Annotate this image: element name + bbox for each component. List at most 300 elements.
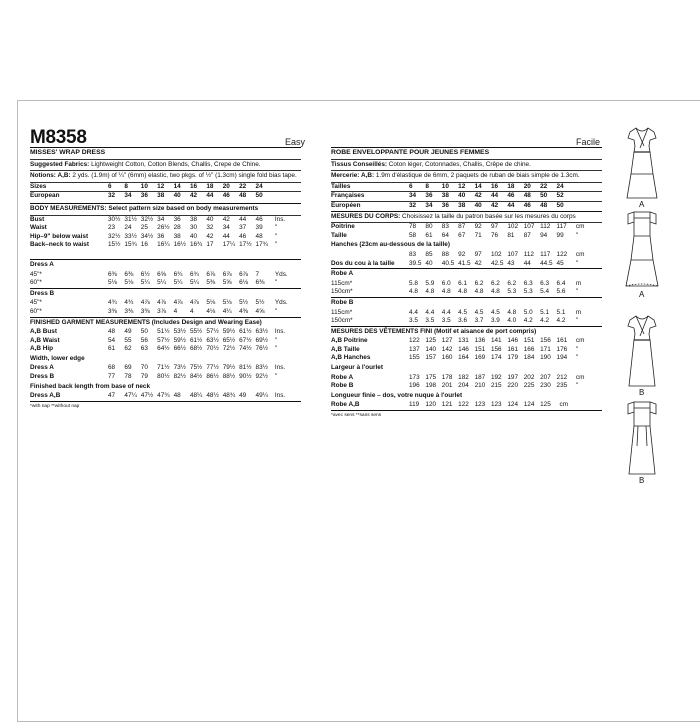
size-value: 52 xyxy=(556,192,564,200)
cell-value: 90½ xyxy=(239,373,252,381)
cell-value: 83½ xyxy=(255,364,268,372)
cell-value: 68 xyxy=(108,364,116,372)
cell-value: 4¼ xyxy=(222,307,232,315)
footnote-fr: *avec sens **sans sens xyxy=(331,413,382,419)
body-measurements-title-en: BODY MEASUREMENTS: Select pattern size based on body measurements xyxy=(30,204,259,212)
size-value: 24 xyxy=(255,182,263,190)
cell-value: 38 xyxy=(189,215,198,223)
cell-value: 125 xyxy=(425,337,437,345)
cell-value: 4.5 xyxy=(474,308,484,316)
unit-label: cm xyxy=(575,373,585,381)
cell-value: 17¼ xyxy=(222,241,236,249)
cell-value: 184 xyxy=(523,354,535,362)
cell-value: 79 xyxy=(140,373,148,381)
cell-value: 5.3 xyxy=(523,288,533,296)
cell-value: 187 xyxy=(474,373,486,381)
cell-value: 50 xyxy=(140,328,148,336)
size-value: 46 xyxy=(222,192,230,200)
cell-value: 6⅜ xyxy=(124,270,134,278)
cell-value: 202 xyxy=(523,373,535,381)
size-value: 18 xyxy=(206,182,214,190)
cell-value: 210 xyxy=(474,382,486,390)
cell-value: 4.4 xyxy=(425,308,435,316)
robe-b-yardage-fr xyxy=(331,309,602,326)
size-value: 38 xyxy=(441,192,449,200)
table-row xyxy=(30,299,301,308)
row-label: Robe A,B xyxy=(331,401,360,409)
size-value: 6 xyxy=(108,182,112,190)
body-measurements-table-en xyxy=(30,216,301,250)
cell-value: 119 xyxy=(409,401,420,409)
cell-value: 6⅜ xyxy=(108,270,117,278)
cell-value: 151 xyxy=(474,345,486,353)
row-label: Dress B xyxy=(30,373,55,381)
cell-value: 4.4 xyxy=(409,308,418,316)
size-value: 50 xyxy=(255,192,263,200)
cell-value: 175 xyxy=(425,373,437,381)
cell-value: 59½ xyxy=(222,328,236,336)
unit-label: Ins. xyxy=(274,364,286,372)
table-row xyxy=(30,271,301,280)
cell-value: 26½ xyxy=(157,224,170,232)
table-row xyxy=(331,346,602,355)
row-label: Hip–9" below waist xyxy=(30,232,89,240)
table-row xyxy=(331,260,602,269)
cell-value: 166 xyxy=(523,345,535,353)
cell-value: 6⅜ xyxy=(255,279,265,287)
cell-value: 3⅞ xyxy=(157,307,167,315)
cell-value: 4⅝ xyxy=(255,307,265,315)
cell-value: 67 xyxy=(458,231,466,239)
unit-label: cm xyxy=(575,250,585,258)
cell-value: 47¼ xyxy=(124,392,137,400)
unit-label: " xyxy=(575,231,579,239)
cell-value: 5.0 xyxy=(523,308,533,316)
dress-a-yardage-en xyxy=(30,271,301,288)
figure-label-a-1: A xyxy=(639,200,645,209)
unit-label: " xyxy=(274,279,278,287)
cell-value: 140 xyxy=(425,345,437,353)
cell-value: 5½ xyxy=(239,299,249,307)
cell-value: 57½ xyxy=(206,328,219,336)
table-row xyxy=(331,223,602,232)
unit-label: " xyxy=(575,288,579,296)
cell-value: 83 xyxy=(409,250,417,258)
cell-value: 5⅛ xyxy=(222,299,232,307)
size-value: 24 xyxy=(556,182,564,190)
cell-value: 182 xyxy=(458,373,469,381)
cell-value: 48¼ xyxy=(189,392,203,400)
size-value: 48 xyxy=(540,201,548,209)
unit-label: m xyxy=(575,279,582,287)
table-row xyxy=(331,382,602,391)
cell-value: 169 xyxy=(474,354,486,362)
cell-value: 76 xyxy=(490,231,499,239)
cell-value: 4.4 xyxy=(441,308,451,316)
cell-value: 122 xyxy=(458,401,469,409)
cell-value: 6.2 xyxy=(474,279,484,287)
cell-value: 3.7 xyxy=(474,317,484,325)
cell-value: 4.8 xyxy=(490,288,500,296)
cell-value: 49¼ xyxy=(255,392,268,400)
cell-value: 112 xyxy=(523,250,534,258)
cell-value: 49 xyxy=(124,328,132,336)
row-label: 45"* xyxy=(30,299,42,307)
size-value: 8 xyxy=(425,182,429,190)
cell-value: 3.5 xyxy=(409,317,418,325)
cell-value: 3.9 xyxy=(490,317,500,325)
size-value: 14 xyxy=(173,182,181,190)
row-label: Poitrine xyxy=(331,223,355,231)
size-value: 34 xyxy=(124,192,132,200)
cell-value: 44 xyxy=(239,215,247,223)
size-value: 48 xyxy=(523,192,531,200)
cell-value: 197 xyxy=(507,373,519,381)
table-row xyxy=(331,401,602,410)
cell-value: 57½ xyxy=(157,336,170,344)
cell-value: 58 xyxy=(409,231,417,239)
size-value: 50 xyxy=(540,192,548,200)
table-row xyxy=(30,308,301,317)
dress-a-sketch-2 xyxy=(620,208,664,290)
cell-value: 6.2 xyxy=(507,279,517,287)
finished-measurements-title-fr: MESURES DES VÊTEMENTS FINI (Motif et aisance de port compris) xyxy=(331,327,537,335)
cell-value: 5¼ xyxy=(189,279,199,287)
cell-value: 4.5 xyxy=(490,308,500,316)
cell-value: 80 xyxy=(425,223,433,231)
cell-value: 196 xyxy=(409,382,420,390)
cell-value: 77 xyxy=(108,373,116,381)
cell-value: 97 xyxy=(474,250,482,258)
cell-value: 56 xyxy=(140,336,148,344)
cell-value: 178 xyxy=(441,373,453,381)
cell-value: 4.8 xyxy=(458,288,468,296)
table-row xyxy=(331,354,602,363)
row-label: Waist xyxy=(30,224,47,232)
finished-measurements-title-en: FINISHED GARMENT MEASUREMENTS (Includes Design and Wearing Ease) xyxy=(30,318,262,326)
cell-value: 190 xyxy=(540,354,551,362)
size-value: 16 xyxy=(490,182,499,190)
size-value: 20 xyxy=(222,182,230,190)
cell-value: 124 xyxy=(507,401,519,409)
figure-label-b-2: B xyxy=(639,476,645,485)
size-value: 32 xyxy=(108,192,116,200)
cell-value: 6.4 xyxy=(556,279,566,287)
size-value: 44 xyxy=(490,192,499,200)
cell-value: 6⅞ xyxy=(239,270,249,278)
cell-value: 63½ xyxy=(255,328,268,336)
cell-value: 87 xyxy=(458,223,466,231)
cell-value: 4⅞ xyxy=(140,299,150,307)
cell-value: 48 xyxy=(173,392,181,400)
unit-label: Ins. xyxy=(274,392,286,400)
cell-value: 125 xyxy=(540,401,551,409)
unit-label: " xyxy=(575,345,579,353)
cell-value: 6⅛ xyxy=(239,279,249,287)
cell-value: 73½ xyxy=(173,364,187,372)
figure-label-b-1: B xyxy=(639,388,645,397)
cell-value: 43 xyxy=(507,259,515,267)
cell-value: 137 xyxy=(409,345,420,353)
cell-value: 117 xyxy=(556,223,567,231)
cell-value: 70½ xyxy=(206,345,219,353)
cell-value: 5⅛ xyxy=(108,279,117,287)
cell-value: 230 xyxy=(540,382,551,390)
cell-value: 5⅝ xyxy=(222,279,232,287)
cell-value: 67½ xyxy=(239,336,252,344)
cell-value: 48 xyxy=(108,328,116,336)
size-value: 44 xyxy=(206,192,214,200)
size-value: 10 xyxy=(140,182,148,190)
body-measurements-title-fr: MESURES DU CORPS: Choisissez la taille du patron basée sur les mesures du corps xyxy=(331,212,576,220)
table-row xyxy=(331,309,602,318)
cell-value: 30 xyxy=(189,224,198,232)
cell-value: 48½ xyxy=(206,392,219,400)
cell-value: 5¼ xyxy=(173,279,183,287)
unit-label: " xyxy=(575,354,579,362)
size-value: 22 xyxy=(239,182,247,190)
cell-value: 157 xyxy=(425,354,437,362)
european-row-en: European 32 34 36 38 40 42 44 46 48 50 xyxy=(30,192,301,201)
unit-label: Ins. xyxy=(274,215,286,223)
cell-value: 77½ xyxy=(206,364,219,372)
size-value: 42 xyxy=(490,201,499,209)
cell-value: 70 xyxy=(140,364,148,372)
table-row xyxy=(331,251,602,260)
cell-value: 75½ xyxy=(189,364,203,372)
cell-value: 17¾ xyxy=(255,241,268,249)
cell-value: 45 xyxy=(556,259,564,267)
hanches-table-fr xyxy=(331,251,602,268)
table-row xyxy=(331,280,602,289)
cell-value: 47¾ xyxy=(157,392,170,400)
dress-a-label-en: Dress A xyxy=(30,260,54,268)
cell-value: 32½ xyxy=(108,232,121,240)
row-label: Dos du cou à la taille xyxy=(331,259,395,267)
cell-value: 4.2 xyxy=(523,317,533,325)
cell-value: 192 xyxy=(490,373,502,381)
cell-value: 6½ xyxy=(140,270,150,278)
table-row xyxy=(30,216,301,225)
cell-value: 40 xyxy=(425,259,433,267)
size-value: 34 xyxy=(409,192,417,200)
cell-value: 34 xyxy=(157,215,165,223)
cell-value: 46 xyxy=(239,232,247,240)
cell-value: 28 xyxy=(173,224,181,232)
fabrics-fr: Tissus Conseillés: Coton léger, Cotonnades, Challis, Crêpe de chine. xyxy=(331,160,531,168)
cell-value: 4⅜ xyxy=(239,307,249,315)
row-label: Bust xyxy=(30,215,45,223)
robe-a-yardage-fr xyxy=(331,280,602,297)
width-label-en: Width, lower edge xyxy=(30,354,85,362)
cell-value: 47 xyxy=(108,392,116,400)
cell-value: 142 xyxy=(441,345,453,353)
robe-b-label-fr: Robe B xyxy=(331,298,354,306)
cell-value: 3⅜ xyxy=(108,307,117,315)
cell-value: 16 xyxy=(140,241,148,249)
cell-value: 81 xyxy=(507,231,515,239)
cell-value: 59½ xyxy=(173,336,187,344)
cell-value: 38 xyxy=(173,232,181,240)
french-column xyxy=(331,147,602,421)
sizes-row-en: Sizes 6 8 10 12 14 16 18 20 22 24 xyxy=(30,183,301,192)
size-value: 12 xyxy=(157,182,165,190)
english-column xyxy=(30,147,301,411)
cell-value: 64 xyxy=(441,231,449,239)
cell-value: 71½ xyxy=(157,364,170,372)
cell-value: 124 xyxy=(523,401,535,409)
cell-value: 3.6 xyxy=(458,317,468,325)
largeur-table-fr xyxy=(331,374,602,391)
table-row xyxy=(30,337,301,346)
unit-label: " xyxy=(575,259,579,267)
dress-b-sketch-1 xyxy=(620,310,664,390)
cell-value: 74½ xyxy=(239,345,252,353)
cell-value: 37 xyxy=(239,224,247,232)
section-title-fr: ROBE ENVELOPPANTE POUR JEUNES FEMMES xyxy=(331,149,490,156)
table-row xyxy=(331,374,602,383)
unit-label: " xyxy=(274,345,278,353)
cell-value: 4.8 xyxy=(441,288,451,296)
cell-value: 5.8 xyxy=(409,279,418,287)
cell-value: 121 xyxy=(441,401,453,409)
sizes-row-fr: Tailles 6 8 10 12 14 16 18 20 22 24 xyxy=(331,183,602,192)
cell-value: 5⅜ xyxy=(206,279,216,287)
cell-value: 61½ xyxy=(189,336,203,344)
size-value: 6 xyxy=(409,182,413,190)
cell-value: 92 xyxy=(458,250,466,258)
unit-label: " xyxy=(575,317,579,325)
cell-value: 173 xyxy=(409,373,420,381)
cell-value: 204 xyxy=(458,382,469,390)
cell-value: 66½ xyxy=(173,345,187,353)
cell-value: 61 xyxy=(425,231,433,239)
cell-value: 16¾ xyxy=(189,241,203,249)
cell-value: 122 xyxy=(556,250,568,258)
cell-value: 6¾ xyxy=(173,270,183,278)
cell-value: 99 xyxy=(556,231,564,239)
cell-value: 122 xyxy=(409,337,420,345)
cell-value: 5¼ xyxy=(157,279,167,287)
row-label: Taille xyxy=(331,231,347,239)
table-row xyxy=(331,317,602,326)
cell-value: 6.1 xyxy=(458,279,468,287)
size-value: 46 xyxy=(507,192,515,200)
cell-value: 40.5 xyxy=(441,259,455,267)
cell-value: 55 xyxy=(124,336,132,344)
cell-value: 47½ xyxy=(140,392,154,400)
cell-value: 4¾ xyxy=(124,299,134,307)
cell-value: 6.3 xyxy=(540,279,550,287)
table-row xyxy=(30,224,301,233)
cell-value: 156 xyxy=(540,337,551,345)
notions-en: Notions: A,B: 2 yds. (1.9m) of ¼" (6mm) elastic, two pkgs. of ½" (1.3cm) single fold bias tape. xyxy=(30,172,297,180)
row-label: A,B Hanches xyxy=(331,354,371,362)
size-value: 18 xyxy=(507,182,515,190)
unit-label: Ins. xyxy=(274,328,286,336)
cell-value: 194 xyxy=(556,354,568,362)
cell-value: 6.2 xyxy=(490,279,500,287)
cell-value: 54 xyxy=(108,336,116,344)
cell-value: 174 xyxy=(490,354,502,362)
cell-value: 5½ xyxy=(255,299,265,307)
cell-value: 86½ xyxy=(206,373,219,381)
cell-value: 3⅜ xyxy=(124,307,134,315)
cell-value: 49 xyxy=(239,392,247,400)
cell-value: 4.0 xyxy=(507,317,517,325)
cell-value: 71 xyxy=(474,231,482,239)
cell-value: 39 xyxy=(255,224,263,232)
cell-value: 120 xyxy=(425,401,437,409)
cell-value: 4.8 xyxy=(425,288,435,296)
cell-value: 6¾ xyxy=(189,270,199,278)
unit-label: " xyxy=(274,336,278,344)
cell-value: 42.5 xyxy=(490,259,504,267)
cell-value: 4.8 xyxy=(474,288,484,296)
cell-value: 171 xyxy=(540,345,551,353)
cell-value: 156 xyxy=(490,345,502,353)
cell-value: 198 xyxy=(425,382,437,390)
cell-value: 97 xyxy=(490,223,499,231)
row-label: 60"* xyxy=(30,307,42,315)
row-label: A,B Waist xyxy=(30,336,60,344)
cell-value: 107 xyxy=(507,250,519,258)
length-table-en xyxy=(30,392,301,401)
cell-value: 146 xyxy=(458,345,469,353)
dress-b-sketch-2 xyxy=(620,398,664,478)
finished-measurements-table-en xyxy=(30,328,301,354)
dress-b-yardage-en xyxy=(30,299,301,316)
cell-value: 61½ xyxy=(239,328,252,336)
table-row xyxy=(331,337,602,346)
row-label: A,B Hip xyxy=(30,345,54,353)
cell-value: 4⅛ xyxy=(206,307,216,315)
cell-value: 85 xyxy=(425,250,433,258)
cell-value: 161 xyxy=(556,337,568,345)
cell-value: 87 xyxy=(523,231,531,239)
difficulty-fr: Facile xyxy=(576,137,601,147)
cell-value: 102 xyxy=(490,250,502,258)
longueur-label-fr: Longueur finie – dos, votre nuque à l'ourlet xyxy=(331,391,463,399)
cell-value: 4⅞ xyxy=(189,299,199,307)
cell-value: 5⅛ xyxy=(124,279,134,287)
pattern-code: M8358 xyxy=(30,127,87,148)
cell-value: 23 xyxy=(108,224,116,232)
size-value: 32 xyxy=(409,201,417,209)
unit-label: " xyxy=(274,241,278,249)
cell-value: 16¼ xyxy=(157,241,170,249)
unit-label: Yds. xyxy=(274,270,288,278)
row-label: 115cm* xyxy=(331,279,353,287)
cell-value: 4.8 xyxy=(507,308,517,316)
table-row xyxy=(30,328,301,337)
cell-value: 4.5 xyxy=(458,308,468,316)
cell-value: 164 xyxy=(458,354,469,362)
cell-value: 32 xyxy=(206,224,214,232)
cell-value: 39.5 xyxy=(409,259,422,267)
cell-value: 4⅞ xyxy=(173,299,183,307)
row-label: A,B Taille xyxy=(331,345,360,353)
unit-label: m xyxy=(575,308,582,316)
cell-value: 212 xyxy=(556,373,568,381)
cell-value: 72½ xyxy=(222,345,236,353)
cell-value: 68½ xyxy=(189,345,203,353)
cell-value: 5.3 xyxy=(507,288,517,296)
table-row xyxy=(30,345,301,354)
size-value: 44 xyxy=(507,201,515,209)
cell-value: 82½ xyxy=(173,373,187,381)
cell-value: 78 xyxy=(409,223,417,231)
